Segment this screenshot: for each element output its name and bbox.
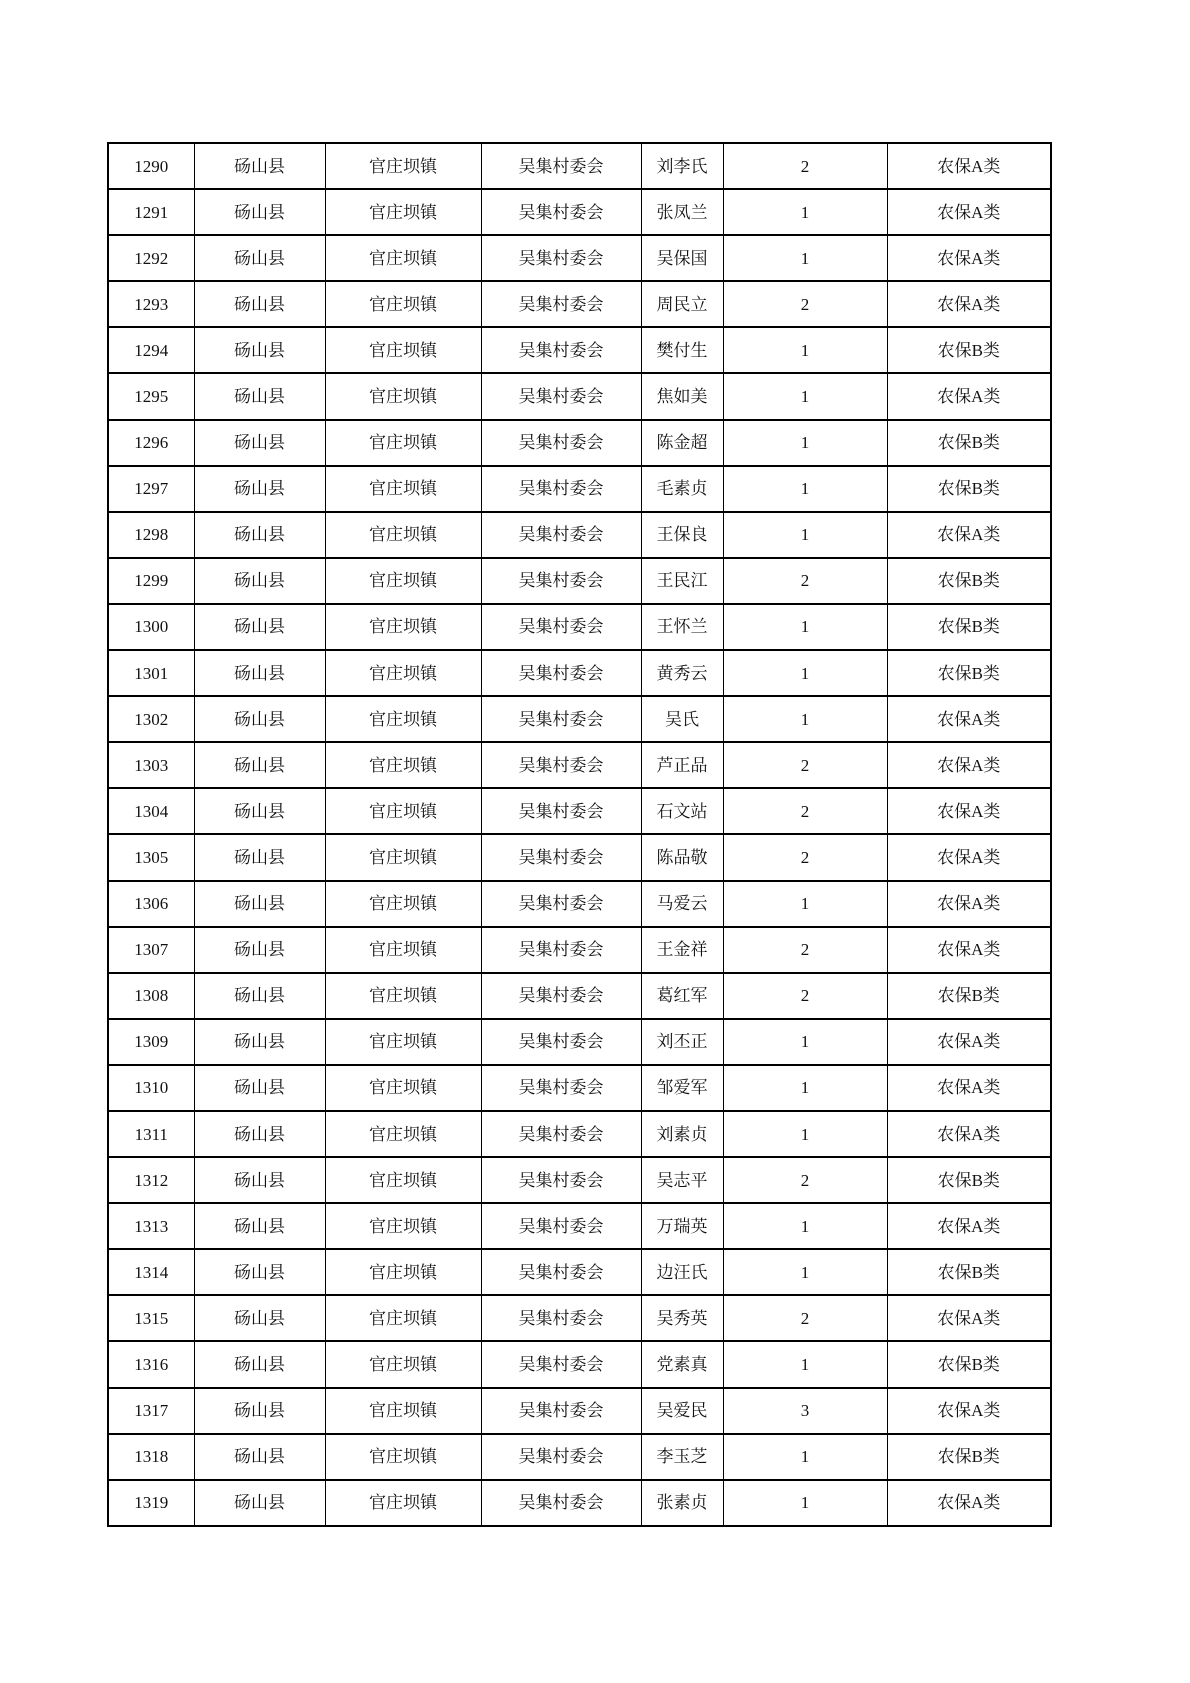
table-row xyxy=(108,788,1051,834)
cell-sequence-number: 1316 xyxy=(108,1341,194,1387)
cell-town: 官庄坝镇 xyxy=(325,927,481,973)
cell-sequence-number: 1292 xyxy=(108,235,194,281)
cell-town: 官庄坝镇 xyxy=(325,604,481,650)
cell-insurance-category: 农保A类 xyxy=(887,1295,1051,1341)
cell-sequence-number: 1290 xyxy=(108,143,194,189)
cell-count: 1 xyxy=(723,373,887,419)
cell-village-committee: 吴集村委会 xyxy=(481,466,641,512)
cell-county: 砀山县 xyxy=(194,973,325,1019)
cell-count: 1 xyxy=(723,327,887,373)
cell-sequence-number: 1302 xyxy=(108,696,194,742)
cell-insurance-category: 农保A类 xyxy=(887,834,1051,880)
table-row xyxy=(108,696,1051,742)
cell-insurance-category: 农保B类 xyxy=(887,327,1051,373)
cell-person-name: 吴氏 xyxy=(641,696,723,742)
cell-sequence-number: 1304 xyxy=(108,788,194,834)
cell-person-name: 陈品敬 xyxy=(641,834,723,880)
table-row xyxy=(108,881,1051,927)
cell-village-committee: 吴集村委会 xyxy=(481,281,641,327)
cell-person-name: 邹爱军 xyxy=(641,1065,723,1111)
cell-insurance-category: 农保A类 xyxy=(887,881,1051,927)
cell-sequence-number: 1307 xyxy=(108,927,194,973)
cell-town: 官庄坝镇 xyxy=(325,420,481,466)
cell-town: 官庄坝镇 xyxy=(325,1480,481,1526)
cell-person-name: 张凤兰 xyxy=(641,189,723,235)
cell-village-committee: 吴集村委会 xyxy=(481,1249,641,1295)
table-row xyxy=(108,1341,1051,1387)
cell-count: 2 xyxy=(723,973,887,1019)
cell-village-committee: 吴集村委会 xyxy=(481,235,641,281)
cell-county: 砀山县 xyxy=(194,281,325,327)
table-row xyxy=(108,235,1051,281)
cell-person-name: 万瑞英 xyxy=(641,1203,723,1249)
cell-insurance-category: 农保A类 xyxy=(887,143,1051,189)
cell-count: 1 xyxy=(723,466,887,512)
cell-village-committee: 吴集村委会 xyxy=(481,927,641,973)
cell-county: 砀山县 xyxy=(194,1388,325,1434)
cell-insurance-category: 农保A类 xyxy=(887,696,1051,742)
cell-county: 砀山县 xyxy=(194,512,325,558)
cell-insurance-category: 农保A类 xyxy=(887,281,1051,327)
cell-count: 1 xyxy=(723,1434,887,1480)
cell-town: 官庄坝镇 xyxy=(325,1434,481,1480)
cell-count: 1 xyxy=(723,1111,887,1157)
cell-county: 砀山县 xyxy=(194,604,325,650)
cell-sequence-number: 1313 xyxy=(108,1203,194,1249)
cell-sequence-number: 1309 xyxy=(108,1019,194,1065)
cell-sequence-number: 1294 xyxy=(108,327,194,373)
cell-village-committee: 吴集村委会 xyxy=(481,1019,641,1065)
cell-insurance-category: 农保B类 xyxy=(887,973,1051,1019)
cell-county: 砀山县 xyxy=(194,1434,325,1480)
cell-insurance-category: 农保B类 xyxy=(887,1249,1051,1295)
cell-village-committee: 吴集村委会 xyxy=(481,1341,641,1387)
cell-sequence-number: 1297 xyxy=(108,466,194,512)
cell-insurance-category: 农保A类 xyxy=(887,1388,1051,1434)
cell-town: 官庄坝镇 xyxy=(325,788,481,834)
table-row xyxy=(108,650,1051,696)
table-row xyxy=(108,1388,1051,1434)
cell-count: 3 xyxy=(723,1388,887,1434)
cell-insurance-category: 农保A类 xyxy=(887,235,1051,281)
table-row xyxy=(108,834,1051,880)
cell-village-committee: 吴集村委会 xyxy=(481,881,641,927)
cell-town: 官庄坝镇 xyxy=(325,235,481,281)
cell-village-committee: 吴集村委会 xyxy=(481,973,641,1019)
cell-village-committee: 吴集村委会 xyxy=(481,1388,641,1434)
cell-count: 2 xyxy=(723,1157,887,1203)
cell-insurance-category: 农保A类 xyxy=(887,927,1051,973)
roster-table-body xyxy=(108,143,1051,1526)
cell-person-name: 张素贞 xyxy=(641,1480,723,1526)
cell-person-name: 周民立 xyxy=(641,281,723,327)
cell-county: 砀山县 xyxy=(194,1295,325,1341)
cell-town: 官庄坝镇 xyxy=(325,650,481,696)
table-row xyxy=(108,927,1051,973)
cell-village-committee: 吴集村委会 xyxy=(481,420,641,466)
cell-county: 砀山县 xyxy=(194,466,325,512)
cell-person-name: 陈金超 xyxy=(641,420,723,466)
cell-person-name: 王民江 xyxy=(641,558,723,604)
cell-sequence-number: 1295 xyxy=(108,373,194,419)
cell-count: 1 xyxy=(723,1480,887,1526)
cell-sequence-number: 1318 xyxy=(108,1434,194,1480)
cell-town: 官庄坝镇 xyxy=(325,834,481,880)
cell-insurance-category: 农保A类 xyxy=(887,373,1051,419)
cell-county: 砀山县 xyxy=(194,373,325,419)
cell-village-committee: 吴集村委会 xyxy=(481,1203,641,1249)
cell-insurance-category: 农保B类 xyxy=(887,1157,1051,1203)
cell-county: 砀山县 xyxy=(194,927,325,973)
cell-insurance-category: 农保B类 xyxy=(887,650,1051,696)
cell-sequence-number: 1315 xyxy=(108,1295,194,1341)
cell-count: 1 xyxy=(723,604,887,650)
cell-county: 砀山县 xyxy=(194,420,325,466)
cell-insurance-category: 农保B类 xyxy=(887,1434,1051,1480)
cell-town: 官庄坝镇 xyxy=(325,327,481,373)
cell-village-committee: 吴集村委会 xyxy=(481,558,641,604)
cell-county: 砀山县 xyxy=(194,1065,325,1111)
cell-village-committee: 吴集村委会 xyxy=(481,327,641,373)
cell-sequence-number: 1306 xyxy=(108,881,194,927)
cell-village-committee: 吴集村委会 xyxy=(481,373,641,419)
table-row xyxy=(108,1111,1051,1157)
cell-village-committee: 吴集村委会 xyxy=(481,696,641,742)
cell-county: 砀山县 xyxy=(194,1203,325,1249)
table-row xyxy=(108,1480,1051,1526)
cell-person-name: 吴志平 xyxy=(641,1157,723,1203)
cell-sequence-number: 1311 xyxy=(108,1111,194,1157)
cell-count: 1 xyxy=(723,1065,887,1111)
cell-insurance-category: 农保A类 xyxy=(887,1480,1051,1526)
cell-person-name: 刘素贞 xyxy=(641,1111,723,1157)
cell-county: 砀山县 xyxy=(194,235,325,281)
cell-person-name: 党素真 xyxy=(641,1341,723,1387)
cell-insurance-category: 农保A类 xyxy=(887,512,1051,558)
cell-county: 砀山县 xyxy=(194,1111,325,1157)
cell-town: 官庄坝镇 xyxy=(325,512,481,558)
cell-insurance-category: 农保B类 xyxy=(887,466,1051,512)
cell-insurance-category: 农保A类 xyxy=(887,742,1051,788)
table-row xyxy=(108,281,1051,327)
table-row xyxy=(108,558,1051,604)
cell-village-committee: 吴集村委会 xyxy=(481,742,641,788)
cell-county: 砀山县 xyxy=(194,1157,325,1203)
cell-person-name: 边汪氏 xyxy=(641,1249,723,1295)
cell-count: 2 xyxy=(723,1295,887,1341)
cell-insurance-category: 农保A类 xyxy=(887,1065,1051,1111)
cell-town: 官庄坝镇 xyxy=(325,373,481,419)
cell-town: 官庄坝镇 xyxy=(325,696,481,742)
cell-sequence-number: 1305 xyxy=(108,834,194,880)
table-row xyxy=(108,742,1051,788)
table-row xyxy=(108,189,1051,235)
cell-county: 砀山县 xyxy=(194,189,325,235)
table-row xyxy=(108,1157,1051,1203)
cell-person-name: 葛红军 xyxy=(641,973,723,1019)
cell-sequence-number: 1301 xyxy=(108,650,194,696)
cell-county: 砀山县 xyxy=(194,1019,325,1065)
cell-insurance-category: 农保A类 xyxy=(887,1203,1051,1249)
cell-count: 2 xyxy=(723,143,887,189)
cell-person-name: 刘李氏 xyxy=(641,143,723,189)
cell-village-committee: 吴集村委会 xyxy=(481,1295,641,1341)
cell-town: 官庄坝镇 xyxy=(325,558,481,604)
cell-count: 1 xyxy=(723,650,887,696)
cell-sequence-number: 1312 xyxy=(108,1157,194,1203)
cell-village-committee: 吴集村委会 xyxy=(481,143,641,189)
cell-county: 砀山县 xyxy=(194,1341,325,1387)
cell-count: 1 xyxy=(723,1203,887,1249)
cell-count: 1 xyxy=(723,881,887,927)
table-row xyxy=(108,973,1051,1019)
cell-county: 砀山县 xyxy=(194,558,325,604)
cell-sequence-number: 1296 xyxy=(108,420,194,466)
cell-person-name: 吴爱民 xyxy=(641,1388,723,1434)
cell-person-name: 焦如美 xyxy=(641,373,723,419)
cell-sequence-number: 1314 xyxy=(108,1249,194,1295)
cell-person-name: 毛素贞 xyxy=(641,466,723,512)
cell-town: 官庄坝镇 xyxy=(325,1019,481,1065)
cell-county: 砀山县 xyxy=(194,650,325,696)
cell-county: 砀山县 xyxy=(194,881,325,927)
cell-town: 官庄坝镇 xyxy=(325,1203,481,1249)
cell-town: 官庄坝镇 xyxy=(325,1111,481,1157)
cell-sequence-number: 1303 xyxy=(108,742,194,788)
cell-insurance-category: 农保B类 xyxy=(887,558,1051,604)
cell-count: 1 xyxy=(723,696,887,742)
table-row xyxy=(108,1203,1051,1249)
cell-count: 2 xyxy=(723,788,887,834)
table-row xyxy=(108,143,1051,189)
cell-sequence-number: 1310 xyxy=(108,1065,194,1111)
cell-sequence-number: 1291 xyxy=(108,189,194,235)
table-row xyxy=(108,420,1051,466)
cell-town: 官庄坝镇 xyxy=(325,1388,481,1434)
cell-village-committee: 吴集村委会 xyxy=(481,189,641,235)
cell-sequence-number: 1299 xyxy=(108,558,194,604)
cell-person-name: 芦正品 xyxy=(641,742,723,788)
cell-insurance-category: 农保A类 xyxy=(887,788,1051,834)
cell-insurance-category: 农保B类 xyxy=(887,420,1051,466)
cell-town: 官庄坝镇 xyxy=(325,973,481,1019)
cell-town: 官庄坝镇 xyxy=(325,1341,481,1387)
cell-county: 砀山县 xyxy=(194,143,325,189)
cell-person-name: 李玉芝 xyxy=(641,1434,723,1480)
cell-person-name: 黄秀云 xyxy=(641,650,723,696)
cell-village-committee: 吴集村委会 xyxy=(481,1065,641,1111)
cell-count: 2 xyxy=(723,834,887,880)
cell-person-name: 王怀兰 xyxy=(641,604,723,650)
cell-village-committee: 吴集村委会 xyxy=(481,512,641,558)
table-row xyxy=(108,466,1051,512)
cell-person-name: 马爱云 xyxy=(641,881,723,927)
cell-town: 官庄坝镇 xyxy=(325,742,481,788)
table-row xyxy=(108,1249,1051,1295)
cell-person-name: 吴秀英 xyxy=(641,1295,723,1341)
cell-village-committee: 吴集村委会 xyxy=(481,1111,641,1157)
cell-village-committee: 吴集村委会 xyxy=(481,834,641,880)
cell-town: 官庄坝镇 xyxy=(325,1249,481,1295)
cell-village-committee: 吴集村委会 xyxy=(481,1157,641,1203)
cell-count: 1 xyxy=(723,1249,887,1295)
cell-person-name: 樊付生 xyxy=(641,327,723,373)
table-row xyxy=(108,1065,1051,1111)
table-row xyxy=(108,512,1051,558)
cell-county: 砀山县 xyxy=(194,742,325,788)
cell-count: 2 xyxy=(723,742,887,788)
cell-count: 1 xyxy=(723,235,887,281)
cell-county: 砀山县 xyxy=(194,834,325,880)
cell-village-committee: 吴集村委会 xyxy=(481,1434,641,1480)
cell-count: 2 xyxy=(723,927,887,973)
cell-county: 砀山县 xyxy=(194,1480,325,1526)
cell-count: 1 xyxy=(723,1019,887,1065)
cell-town: 官庄坝镇 xyxy=(325,881,481,927)
cell-sequence-number: 1308 xyxy=(108,973,194,1019)
cell-person-name: 刘丕正 xyxy=(641,1019,723,1065)
table-row xyxy=(108,327,1051,373)
cell-village-committee: 吴集村委会 xyxy=(481,1480,641,1526)
cell-person-name: 王保良 xyxy=(641,512,723,558)
cell-sequence-number: 1300 xyxy=(108,604,194,650)
cell-county: 砀山县 xyxy=(194,1249,325,1295)
cell-county: 砀山县 xyxy=(194,696,325,742)
cell-county: 砀山县 xyxy=(194,327,325,373)
cell-town: 官庄坝镇 xyxy=(325,189,481,235)
cell-county: 砀山县 xyxy=(194,788,325,834)
cell-village-committee: 吴集村委会 xyxy=(481,604,641,650)
cell-town: 官庄坝镇 xyxy=(325,281,481,327)
cell-insurance-category: 农保B类 xyxy=(887,604,1051,650)
cell-count: 2 xyxy=(723,281,887,327)
cell-village-committee: 吴集村委会 xyxy=(481,650,641,696)
cell-town: 官庄坝镇 xyxy=(325,1295,481,1341)
cell-person-name: 石文站 xyxy=(641,788,723,834)
cell-count: 1 xyxy=(723,420,887,466)
table-row xyxy=(108,1434,1051,1480)
cell-count: 2 xyxy=(723,558,887,604)
cell-count: 1 xyxy=(723,189,887,235)
beneficiary-roster-table xyxy=(107,142,1052,1527)
cell-sequence-number: 1317 xyxy=(108,1388,194,1434)
cell-person-name: 吴保国 xyxy=(641,235,723,281)
cell-town: 官庄坝镇 xyxy=(325,1157,481,1203)
cell-town: 官庄坝镇 xyxy=(325,1065,481,1111)
cell-insurance-category: 农保A类 xyxy=(887,1111,1051,1157)
table-row xyxy=(108,1019,1051,1065)
table-row xyxy=(108,1295,1051,1341)
cell-sequence-number: 1293 xyxy=(108,281,194,327)
table-row xyxy=(108,373,1051,419)
cell-insurance-category: 农保A类 xyxy=(887,1019,1051,1065)
cell-town: 官庄坝镇 xyxy=(325,466,481,512)
cell-sequence-number: 1298 xyxy=(108,512,194,558)
cell-insurance-category: 农保B类 xyxy=(887,1341,1051,1387)
cell-count: 1 xyxy=(723,1341,887,1387)
cell-sequence-number: 1319 xyxy=(108,1480,194,1526)
cell-insurance-category: 农保A类 xyxy=(887,189,1051,235)
cell-village-committee: 吴集村委会 xyxy=(481,788,641,834)
cell-town: 官庄坝镇 xyxy=(325,143,481,189)
table-row xyxy=(108,604,1051,650)
cell-person-name: 王金祥 xyxy=(641,927,723,973)
cell-count: 1 xyxy=(723,512,887,558)
